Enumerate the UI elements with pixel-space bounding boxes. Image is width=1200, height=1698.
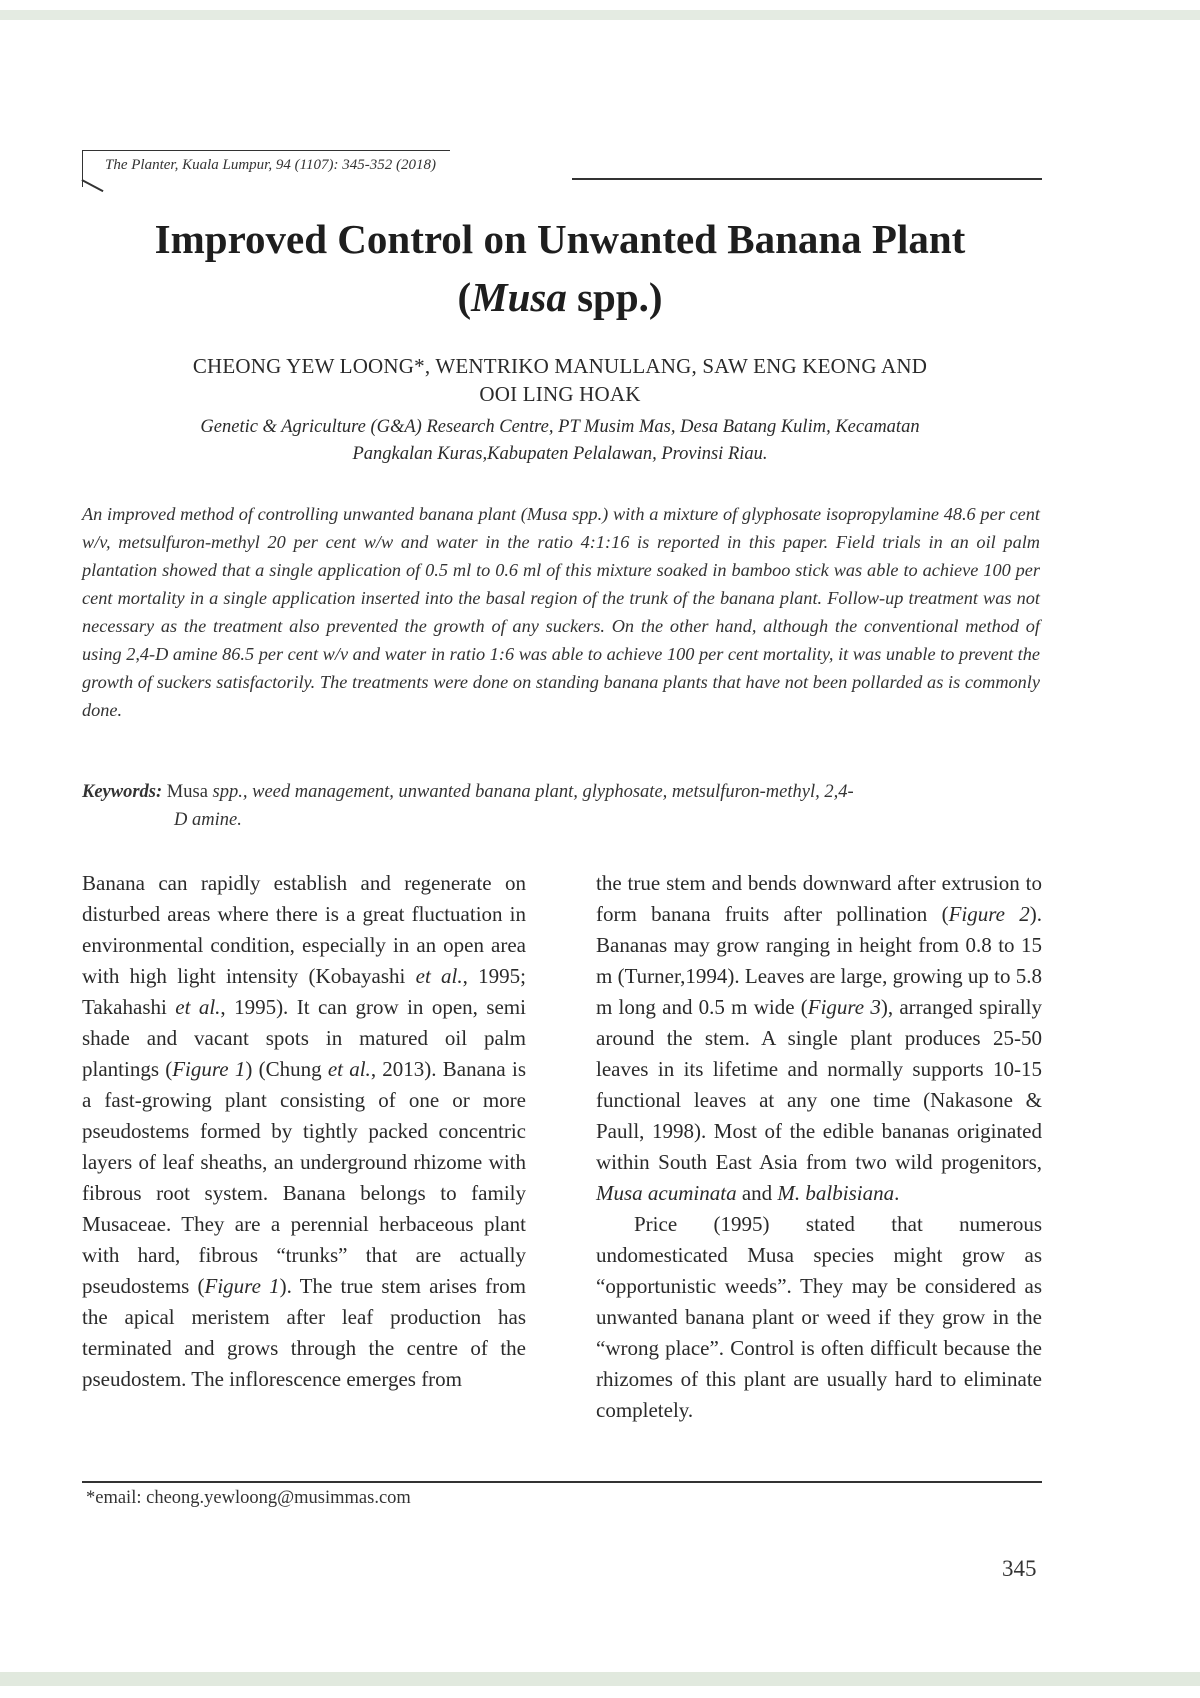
scan-band-bottom (0, 1672, 1200, 1686)
affiliation-line-1: Genetic & Agriculture (G&A) Research Centre, PT Musim Mas, Desa Batang Kulim, Kecamatan (200, 417, 920, 437)
body-paragraph-continued: the true stem and bends downward after extrusion to form banana fruits after pollination (Figure 2). Bananas may grow ranging in height from 0.8 to 15 m (Turner,1994). Leaves are large, growing up to 5.8 m long and 0.5 m wide (Figure 3), arranged spirally around the stem. A single plant produces 25-50 leaves in its lifetime and normally supports 10-15 functional leaves at any one time (Nakasone & Paull, 1998). Most of the edible bananas originated within South East Asia from two wild progenitors, Musa acuminata and M. balbisiana. (596, 871, 1042, 1205)
abstract: An improved method of controlling unwanted banana plant (Musa spp.) with a mixture of glyphosate isopropylamine 48.6 per cent w/v, metsulfuron-methyl 20 per cent w/w and water in the ratio 4:1:16 is reported in this paper. Field trials in an oil palm plantation showed that a single application of 0.5 ml to 0.6 ml of this mixture soaked in bamboo stick was able to achieve 100 per cent mortality in a single application inserted into the basal region of the trunk of the banana plant. Follow-up treatment was not necessary as the treatment also prevented the growth of any suckers. On the other hand, although the conventional method of using 2,4-D amine 86.5 per cent w/v and water in ratio 1:6 was able to achieve 100 per cent mortality, it was unable to prevent the growth of suckers satisfactorily. The treatments were done on standing banana plants that have not been pollarded as is commonly done. (82, 504, 1040, 720)
affiliation (95, 414, 1025, 468)
keywords-list: spp., weed management, unwanted banana plant, glyphosate, metsulfuron-methyl, 2,4- (212, 782, 854, 802)
authors (100, 352, 1020, 408)
title-line-2 (80, 268, 1040, 326)
affiliation-line-2: Pangkalan Kuras,Kabupaten Pelalawan, Provinsi Riau. (352, 444, 768, 464)
footnote-rule (82, 1481, 1042, 1483)
citation-rule (572, 178, 1042, 180)
journal-citation (82, 150, 1042, 190)
title-open-paren: ( (457, 274, 472, 320)
scan-band-top (0, 10, 1200, 20)
body-paragraph-price: Price (1995) stated that numerous undomesticated Musa species might grow as “opportunistic weeds”. They may be considered as unwanted banana plant or weed if they grow in the “wrong place”. Control is often difficult because the rhizomes of this plant are usually hard to eliminate completely. (596, 1212, 1042, 1422)
body-column-right (596, 868, 1042, 1426)
title-line-1: Improved Control on Unwanted Banana Plant (154, 216, 966, 262)
page-number: 345 (1002, 1556, 1037, 1581)
body-paragraph: Banana can rapidly establish and regenerate on disturbed areas where there is a great fluctuation in environmental condition, especially in an open area with high light intensity (Kobayashi et al., 1995; Takahashi et al., 1995). It can grow in open, semi shade and vacant spots in matured oil palm plantings (Figure 1) (Chung et al., 2013). Banana is a fast-growing plant consisting of one or more pseudostems formed by tightly packed concentric layers of leaf sheaths, an underground rhizome with fibrous root system. Banana belongs to family Musaceae. They are a perennial herbaceous plant with hard, fibrous “trunks” that are actually pseudostems (Figure 1). The true stem arises from the apical meristem after leaf production has terminated and grows through the centre of the pseudostem. The inflorescence emerges from (82, 871, 527, 1391)
footnote-email: *email: cheong.yewloong@musimmas.com (86, 1488, 411, 1508)
authors-line-1: CHEONG YEW LOONG*, WENTRIKO MANULLANG, SAW ENG KEONG AND (192, 354, 928, 378)
keywords-first: Musa (166, 782, 208, 802)
title-genus: Musa (471, 274, 567, 320)
paper-title (80, 210, 1040, 326)
body-column-left (82, 868, 526, 1395)
citation-text: The Planter, Kuala Lumpur, 94 (1107): 345-352 (2018) (82, 150, 450, 187)
keywords (82, 778, 1040, 834)
keywords-label: Keywords: (82, 782, 163, 802)
authors-line-2: OOI LING HOAK (479, 382, 641, 406)
title-rest: spp.) (566, 274, 663, 320)
keywords-list-cont: D amine. (174, 810, 242, 830)
